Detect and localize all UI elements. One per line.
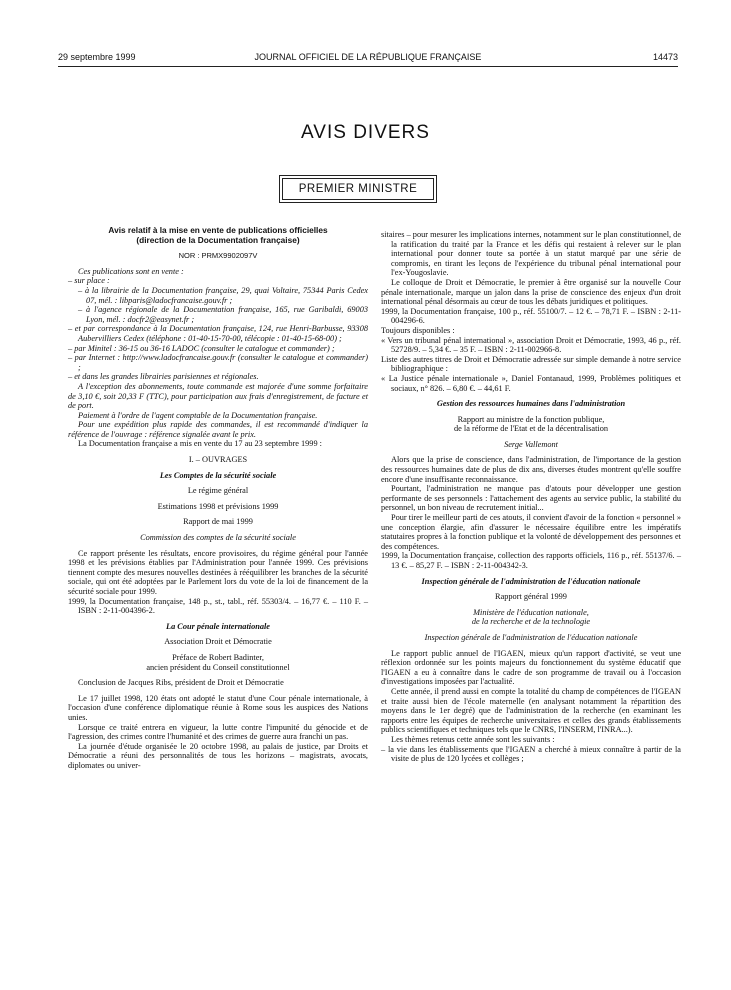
notice-title: Avis relatif à la mise en vente de publications officielles xyxy=(108,225,328,235)
paragraph: – à la librairie de la Documentation française, 29, quai Voltaire, 75344 Paris Cedex 07, mél. : libparis@ladocfrancaise.gouv.fr ; xyxy=(78,285,368,305)
paragraph: – par Internet : http://www.ladocfrancaise.gouv.fr (consulter le catalogue et commander) ; xyxy=(68,353,368,372)
paragraph: Alors que la prise de conscience, dans l'administration, de l'importance de la gestion des ressources humaines date de plus de dix ans, diverses études montrent qu'elle souffre encore d'une insuffisante reconnaissance. xyxy=(381,455,681,484)
paragraph: – et dans les grandes librairies parisiennes et régionales. xyxy=(68,372,259,382)
paragraph: Serge Vallemont xyxy=(504,439,558,449)
paragraph: « Vers un tribunal pénal international », association Droit et Démocratie, 1993, 46 p., réf. 52728/9. – 5,34 €. – 35 F. – ISBN : 2-11-002966-8. xyxy=(381,335,681,355)
paragraph: 1999, la Documentation française, 148 p., st., tabl., réf. 55303/4. – 16,77 €. – 110 F. – ISBN : 2-11-004396-2. xyxy=(68,596,368,616)
running-header xyxy=(58,52,678,64)
paragraph: 1999, la Documentation française, 100 p., réf. 55100/7. – 12 €. – 78,71 F. – ISBN : 2-11-004296-6. xyxy=(381,306,681,326)
paragraph: Préface de Robert Badinter, xyxy=(172,652,264,662)
paragraph: – la vie dans les établissements que l'IGAEN a cherché à mieux connaître à partir de la visite de plus de 120 lycées et collèges ; xyxy=(381,744,681,764)
paragraph: Pourtant, l'administration ne manque pas d'atouts pour développer une gestion performante de ses personnels : l'attachement des agents au service public, la stabilité du personnel, un bon niveau de recrutement initial... xyxy=(381,484,681,513)
nor-reference: NOR : PRMX9902097V xyxy=(178,251,258,261)
left-column xyxy=(68,226,368,771)
paragraph: – à l'agence régionale de la Documentation française, 165, rue Garibaldi, 69003 Lyon, mél. : docfr2@easynet.fr ; xyxy=(78,305,368,324)
paragraph: sitaires – pour mesurer les implications internes, notamment sur le plan constitutionnel, de la ratification du traité par la France et les défis qui restaient à relever sur le plan international pour donner toute sa portée à un statut marqué par une série de compromis, en tirant les leçons de l'expérience du tribunal pénal international pour l'ex-Yougoslavie. xyxy=(381,230,682,278)
paragraph: Les thèmes retenus cette année sont les suivants : xyxy=(391,734,555,744)
paragraph: I. – OUVRAGES xyxy=(188,455,248,465)
paragraph: Ministère de l'éducation nationale, xyxy=(473,607,589,617)
right-column xyxy=(381,230,681,764)
paragraph: Ces publications sont en vente : xyxy=(78,266,184,276)
paragraph: « La Justice pénale internationale », Daniel Fontanaud, 1999, Problèmes politiques et sociaux, n° 826. – 6,80 €. – 44,61 F. xyxy=(381,373,681,393)
paragraph: 1999, la Documentation française, collection des rapports officiels, 116 p., réf. 55137/6. – 13 €. – 85,27 F. – ISBN : 2-11-004342-3. xyxy=(381,551,681,570)
notice-subtitle: (direction de la Documentation française) xyxy=(136,234,300,245)
paragraph: Liste des autres titres de Droit et Démocratie adressée sur simple demande à notre service bibliographique : xyxy=(381,354,681,374)
right-body xyxy=(381,230,681,764)
paragraph: Le 17 juillet 1998, 120 états ont adopté le statut d'une Cour pénale internationale, à l'occasion d'une conférence diplomatique réunie à Rome sous les auspices des Nations unies. xyxy=(68,693,368,722)
paragraph: La Documentation française a mis en vente du 17 au 23 septembre 1999 : xyxy=(78,439,322,449)
paragraph: Rapport général 1999 xyxy=(495,592,567,602)
paragraph: Le rapport public annuel de l'IGAEN, mieux qu'un rapport d'activité, se veut une réflexion ordonnée sur les points majeurs du fonctionnement du système éducatif que l'IGAEN a eu à connaître dans le cadre de son programme de travail ou à l'occasion d'investigations imposées par l'actualité. xyxy=(381,648,681,687)
paragraph: Association Droit et Démocratie xyxy=(164,637,272,647)
paragraph: Les Comptes de la sécurité sociale xyxy=(159,470,277,480)
header-rule xyxy=(58,66,678,67)
header-page-number: 14473 xyxy=(652,52,678,62)
paragraph: Le colloque de Droit et Démocratie, le premier à être organisé sur la nouvelle Cour pénale internationale, marque un jalon dans la prise de conscience des enjeux d'un droit international pénal désormais au cœur de tous les débats juridiques et politiques. xyxy=(381,277,681,307)
paragraph: Lorsque ce traité entrera en vigueur, la lutte contre l'impunité du génocide et de l'agression, des crimes contre l'humanité et des crimes de guerre aura franchi un pas. xyxy=(68,722,368,742)
ministry-box: PREMIER MINISTRE xyxy=(282,178,434,200)
paragraph: La Cour pénale internationale xyxy=(166,621,270,631)
paragraph: Commission des comptes de la sécurité sociale xyxy=(140,533,296,543)
paragraph: Inspection générale de l'administration de l'éducation nationale xyxy=(424,632,638,642)
paragraph: Toujours disponibles : xyxy=(381,325,455,335)
paragraph: A l'exception des abonnements, toute commande est majorée d'une somme forfaitaire de 3,10 €, soit 20,33 F (TTC), pour participation aux frais d'enregistrement, de facture et de port. xyxy=(68,381,368,411)
header-journal: JOURNAL OFFICIEL DE LA RÉPUBLIQUE FRANÇAISE xyxy=(254,52,482,62)
paragraph: Gestion des ressources humaines dans l'administration xyxy=(436,399,626,409)
paragraph: – et par correspondance à la Documentation française, 124, rue Henri-Barbusse, 93308 Aubervilliers Cedex (téléphone : 01-40-15-70-00, télécopie : 01-40-15-68-00) ; xyxy=(68,324,368,343)
paragraph: – par Minitel : 36-15 ou 36-16 LADOC (consulter le catalogue et commander) ; xyxy=(68,343,335,353)
paragraph: Pour tirer le meilleur parti de ces atouts, il convient d'avoir de la fonction « personnel » une conception élargie, afin d'assurer le nécessaire équilibre entre les impératifs statutaires propres à la fonction publique et la volonté de développement des personnes et des compétences. xyxy=(381,513,681,551)
paragraph: – sur place : xyxy=(68,276,110,286)
paragraph: Le régime général xyxy=(187,486,249,496)
section-title: AVIS DIVERS xyxy=(301,122,430,143)
paragraph: Inspection générale de l'administration de l'éducation nationale xyxy=(421,576,641,586)
paragraph: Pour une expédition plus rapide des commandes, il est recommandé d'indiquer la référence de l'ouvrage : référence signalée avant le prix. xyxy=(68,420,368,439)
paragraph: ancien président du Conseil constitutionnel xyxy=(146,662,290,672)
paragraph: de la recherche et de la technologie xyxy=(471,617,591,627)
paragraph: Paiement à l'ordre de l'agent comptable de la Documentation française. xyxy=(78,410,318,420)
paragraph: Conclusion de Jacques Ribs, président de Droit et Démocratie xyxy=(78,678,284,688)
left-body xyxy=(68,267,368,771)
paragraph: Ce rapport présente les résultats, encore provisoires, du régime général pour l'année 1998 et les prévisions établies par l'Administration pour l'année 1999. Ces prévisions tiennent compte des mesures nouvelles destinées à rééquilibrer les branches de la sécurité sociale, qui ont été adoptées par le Parlement lors du vote de la loi de financement de la sécurité sociale pour 1999. xyxy=(68,548,368,596)
paragraph: Estimations 1998 et prévisions 1999 xyxy=(157,501,279,511)
paragraph: de la réforme de l'Etat et de la décentralisation xyxy=(454,424,608,434)
paragraph: La journée d'étude organisée le 20 octobre 1998, au palais de justice, par Droits et Démocratie a réuni des personnalités de tous les horizons – magistrats, avocats, diplomates ou univer- xyxy=(68,741,368,770)
paragraph: Cette année, il prend aussi en compte la totalité du champ de compétences de l'IGEAN et traite aussi bien de l'école maternelle (en analysant notamment la répartition des moyens dans le 1er degré) que de l'administration de la recherche (en examinant les rapports entre les équipes de recherche universitaires et celles des grands établissements publics scientifiques et techniques tels que le CNRS, l'INSERM, l'INRA...). xyxy=(381,686,681,735)
paragraph: Rapport de mai 1999 xyxy=(183,517,253,527)
header-date: 29 septembre 1999 xyxy=(58,52,136,62)
paragraph: Rapport au ministre de la fonction publique, xyxy=(457,414,605,424)
